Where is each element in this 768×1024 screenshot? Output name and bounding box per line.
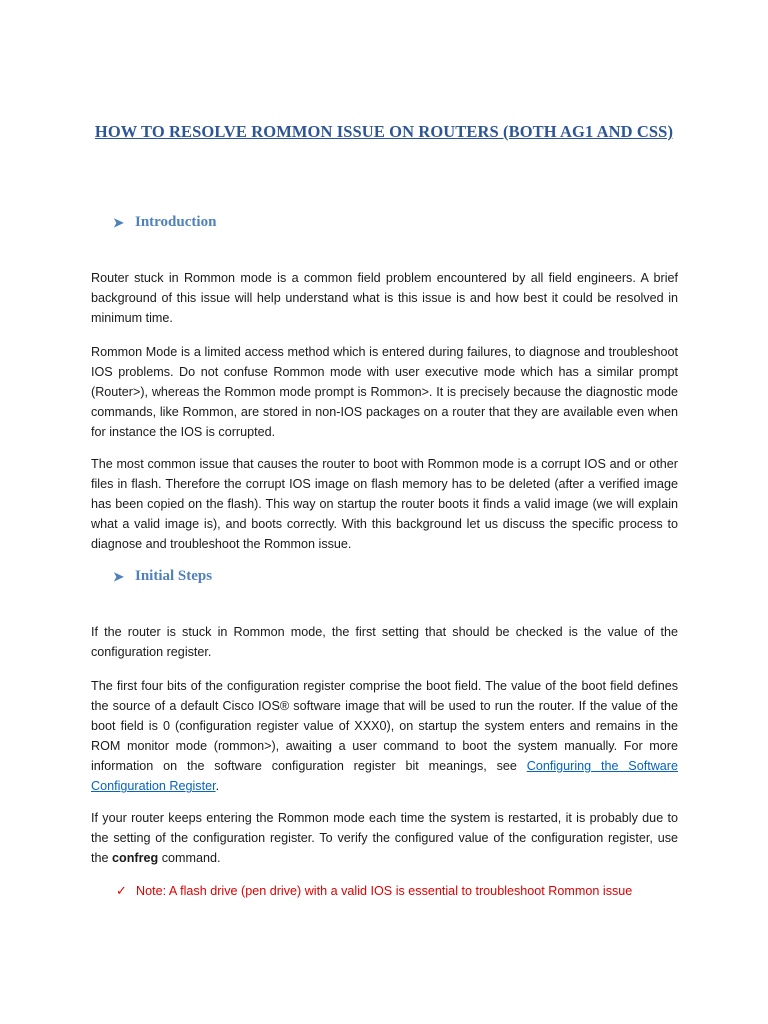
paragraph: The most common issue that causes the router to boot with Rommon mode is a corrupt IOS and or other files in flash. Therefore the corrupt IOS image on flash memory has to be deleted (after a verified image has been copied on the flash). This way on startup the router boots it finds a valid image (we will explain what a valid image is), and boots correctly. With this background let us discuss the specific process to diagnose and troubleshoot the Rommon issue. [91, 457, 678, 552]
paragraph: Router stuck in Rommon mode is a common field problem encountered by all field engineers. A brief background of this issue will help understand what is this issue is and how best it could be resolved in minimum time. [91, 271, 678, 326]
paragraph: Rommon Mode is a limited access method which is entered during failures, to diagnose and troubleshoot IOS problems. Do not confuse Rommon mode with user executive mode which has a similar prompt (Router>), whereas the Rommon mode prompt is Rommon>. It is precisely because the diagnostic mode commands, like Rommon, are stored in non-IOS packages on a router that they are available even when for instance the IOS is corrupted. [91, 345, 678, 440]
section-heading-label: Introduction [135, 214, 217, 230]
paragraph: If the router is stuck in Rommon mode, the first setting that should be checked is the value of the configuration register. [91, 625, 678, 660]
paragraph-text: If your router keeps entering the Rommon mode each time the system is restarted, it is probably due to the setting of the configuration register. To verify the configured value of the configuration register, use the [91, 811, 678, 866]
arrow-bullet-icon: ➤ [113, 568, 124, 584]
config-register-link[interactable]: Configuring the Software Configuration Register [91, 759, 678, 794]
paragraph-confreg [91, 808, 678, 868]
section-heading-initial-steps [113, 568, 212, 585]
note-item [116, 881, 632, 901]
paragraph-end: . [215, 779, 220, 794]
section-heading-label: Initial Steps [135, 568, 213, 584]
arrow-bullet-icon: ➤ [113, 214, 124, 230]
paragraph-config-register [91, 676, 678, 797]
checkmark-icon: ✓ [116, 883, 127, 898]
document-title: HOW TO RESOLVE ROMMON ISSUE ON ROUTERS (BOTH AG1 AND CSS) [94, 122, 674, 141]
note-text: Note: A flash drive (pen drive) with a valid IOS is essential to troubleshoot Rommon issue [136, 884, 633, 898]
paragraph-text: The first four bits of the configuration register comprise the boot field. The value of the boot field defines the source of a default Cisco IOS® software image that will be used to run the router. If the value of the boot field is 0 (configuration register value of XXX0), on startup the system enters and remains in the ROM monitor mode (rommon>), awaiting a user command to boot the system manually. For more information on the software configuration register bit meanings, see [91, 679, 678, 774]
confreg-command: confreg [112, 851, 159, 866]
section-heading-introduction [113, 214, 216, 231]
paragraph-end: command. [158, 851, 221, 866]
